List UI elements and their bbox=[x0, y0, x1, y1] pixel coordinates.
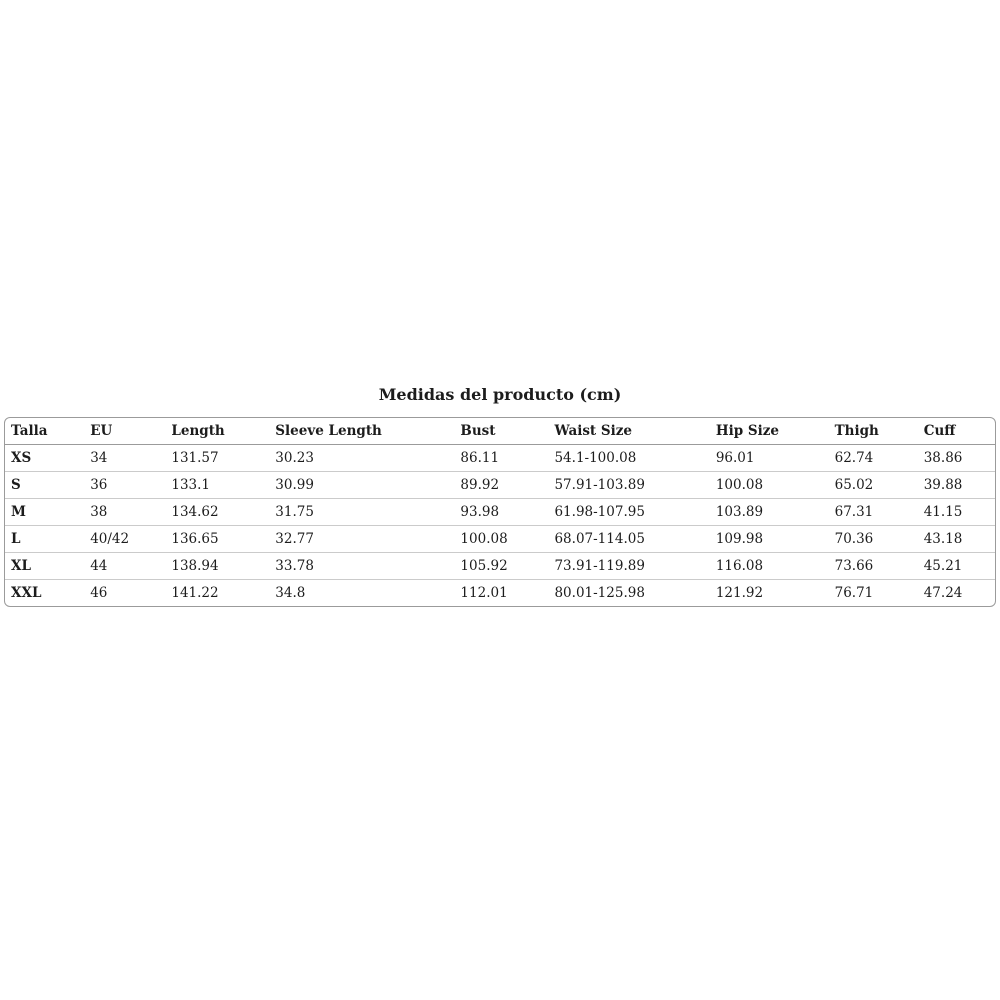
value-cell: 73.66 bbox=[829, 553, 918, 580]
value-cell: 57.91-103.89 bbox=[548, 472, 709, 499]
size-label-cell: XS bbox=[5, 445, 84, 472]
value-cell: 121.92 bbox=[715, 585, 764, 601]
value-cell: 96.01 bbox=[710, 445, 829, 472]
value-cell: 70.36 bbox=[829, 526, 918, 553]
column-header-waist-size: Waist Size bbox=[548, 418, 709, 445]
table-body bbox=[5, 445, 995, 606]
column-header-length: Length bbox=[165, 418, 269, 445]
column-header-cuff: Cuff bbox=[918, 418, 995, 445]
table-row bbox=[5, 526, 995, 553]
column-header-sleeve-length: Sleeve Length bbox=[269, 418, 454, 445]
value-cell: 41.15 bbox=[918, 499, 995, 526]
value-cell: 73.91-119.89 bbox=[548, 553, 709, 580]
value-cell: 80.01-125.98 bbox=[554, 585, 645, 601]
value-cell: 33.78 bbox=[269, 553, 454, 580]
value-cell: 133.1 bbox=[165, 472, 269, 499]
column-header-hip-size: Hip Size bbox=[710, 418, 829, 445]
value-cell: 38.86 bbox=[918, 445, 995, 472]
value-cell: 34.8 bbox=[275, 585, 306, 601]
value-cell: 112.01 bbox=[460, 585, 508, 601]
value-cell: 30.23 bbox=[269, 445, 454, 472]
value-cell: 100.08 bbox=[454, 526, 548, 553]
size-table bbox=[4, 417, 996, 607]
size-label-cell: L bbox=[5, 526, 84, 553]
value-cell: 105.92 bbox=[454, 553, 548, 580]
value-cell: 89.92 bbox=[454, 472, 548, 499]
value-cell: 36 bbox=[84, 472, 165, 499]
value-cell: 116.08 bbox=[710, 553, 829, 580]
value-cell: 103.89 bbox=[710, 499, 829, 526]
value-cell: 61.98-107.95 bbox=[548, 499, 709, 526]
value-cell: 86.11 bbox=[454, 445, 548, 472]
value-cell: 109.98 bbox=[710, 526, 829, 553]
value-cell: 30.99 bbox=[269, 472, 454, 499]
value-cell: 62.74 bbox=[829, 445, 918, 472]
column-header-talla: Talla bbox=[5, 418, 84, 445]
table-row bbox=[5, 553, 995, 580]
size-label-cell: M bbox=[5, 499, 84, 526]
value-cell: 131.57 bbox=[165, 445, 269, 472]
column-header-eu: EU bbox=[84, 418, 165, 445]
value-cell: 100.08 bbox=[710, 472, 829, 499]
value-cell: 45.21 bbox=[918, 553, 995, 580]
value-cell: 40/42 bbox=[84, 526, 165, 553]
value-cell: 38 bbox=[84, 499, 165, 526]
value-cell: 67.31 bbox=[829, 499, 918, 526]
value-cell: 39.88 bbox=[918, 472, 995, 499]
value-cell: 93.98 bbox=[454, 499, 548, 526]
value-cell: 44 bbox=[84, 553, 165, 580]
value-cell: 68.07-114.05 bbox=[548, 526, 709, 553]
value-cell: 134.62 bbox=[165, 499, 269, 526]
value-cell: 141.22 bbox=[171, 585, 219, 601]
table-header-row bbox=[5, 418, 995, 445]
column-header-thigh: Thigh bbox=[829, 418, 918, 445]
size-label-cell: XL bbox=[5, 553, 84, 580]
value-cell: 31.75 bbox=[269, 499, 454, 526]
size-label-cell: S bbox=[5, 472, 84, 499]
value-cell: 54.1-100.08 bbox=[548, 445, 709, 472]
value-cell: 136.65 bbox=[165, 526, 269, 553]
value-cell: 76.71 bbox=[834, 585, 874, 601]
value-cell: 47.24 bbox=[923, 585, 963, 601]
table-row bbox=[5, 472, 995, 499]
table-row bbox=[5, 445, 995, 472]
column-header-bust: Bust bbox=[454, 418, 548, 445]
value-cell: 43.18 bbox=[918, 526, 995, 553]
page-title: Medidas del producto (cm) bbox=[378, 385, 622, 404]
value-cell: 138.94 bbox=[165, 553, 269, 580]
value-cell: 65.02 bbox=[829, 472, 918, 499]
value-cell: 34 bbox=[84, 445, 165, 472]
value-cell: 46 bbox=[90, 585, 108, 601]
table-row bbox=[5, 580, 995, 606]
value-cell: 32.77 bbox=[269, 526, 454, 553]
table-row bbox=[5, 499, 995, 526]
size-label-cell: XXL bbox=[11, 585, 42, 601]
